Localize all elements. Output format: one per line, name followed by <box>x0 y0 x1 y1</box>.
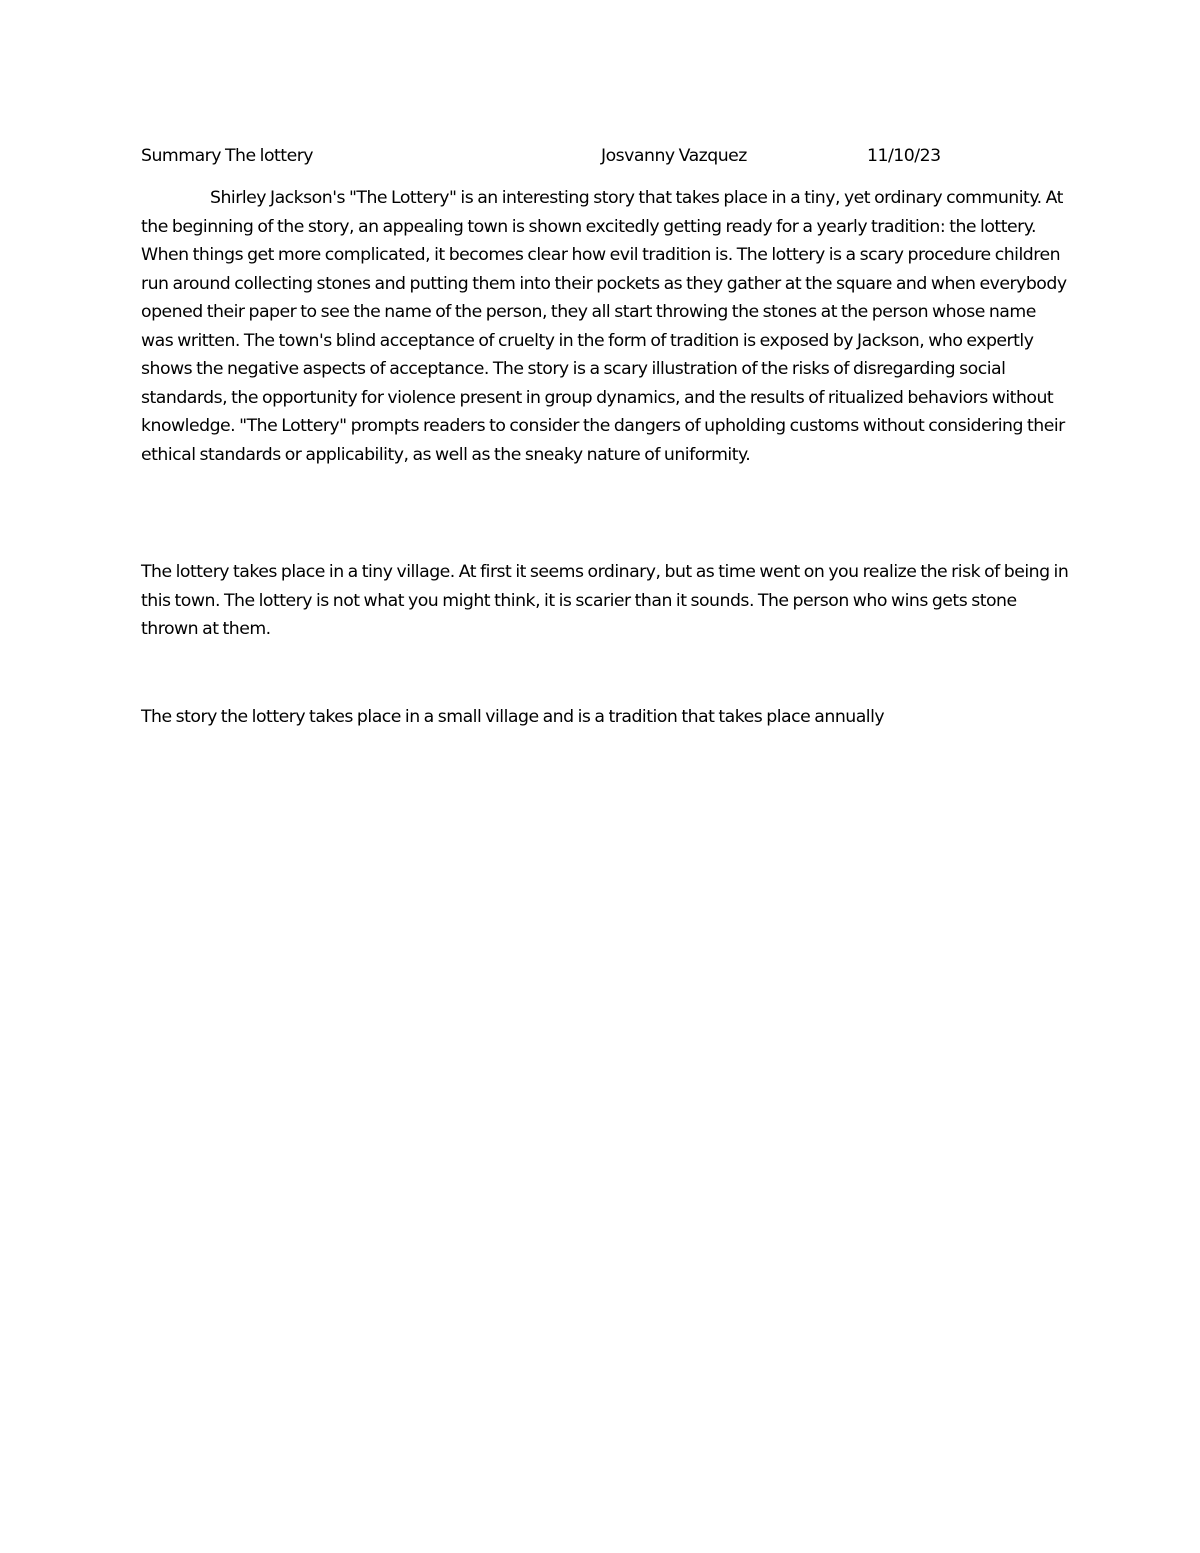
document-date: 11/10/23 <box>867 146 941 166</box>
author-name: Josvanny Vazquez <box>601 146 747 166</box>
paragraph-second: The lottery takes place in a tiny village. At first it seems ordinary, but as time went on you realize the risk of being in this town. The lottery is not what you might think, it is scarier than it sounds. The person who wins gets stone thrown at them. <box>141 562 1069 639</box>
paragraph-third: The story the lottery takes place in a small village and is a tradition that takes place annually <box>141 707 885 727</box>
header-line <box>141 144 1071 168</box>
document-title: Summary The lottery <box>141 146 314 166</box>
paragraph-summary: Shirley Jackson's "The Lottery" is an interesting story that takes place in a tiny, yet ordinary community. At the beginning of the story, an appealing town is shown excitedly getting ready for a yearly tradition: the lottery. When things get more complicated, it becomes clear how evil tradition is. The lottery is a scary procedure children run around collecting stones and putting them into their pockets as they gather at the square and when everybody opened their paper to see the name of the person, they all start throwing the stones at the person whose name was written. The town's blind acceptance of cruelty in the form of tradition is exposed by Jackson, who expertly shows the negative aspects of acceptance. The story is a scary illustration of the risks of disregarding social standards, the opportunity for violence present in group dynamics, and the results of ritualized behaviors without knowledge. "The Lottery" prompts readers to consider the dangers of upholding customs without considering their ethical standards or applicability, as well as the sneaky nature of uniformity. <box>141 188 1067 465</box>
